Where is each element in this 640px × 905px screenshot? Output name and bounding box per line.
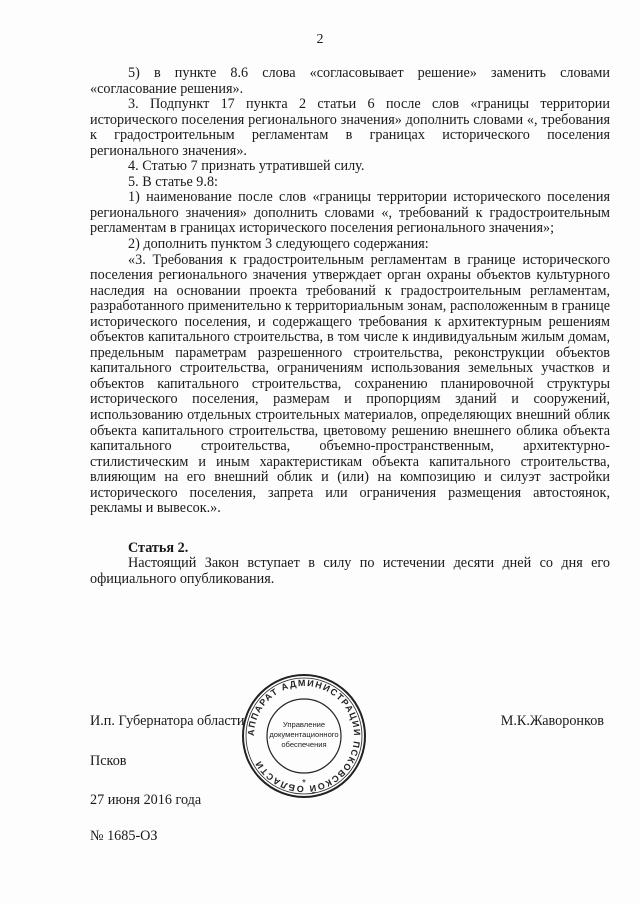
article-text: Настоящий Закон вступает в силу по истечении десяти дней со дня его официального опубликования.	[90, 555, 610, 587]
place: Псков	[90, 753, 127, 769]
date: 27 июня 2016 года	[90, 792, 202, 808]
page-number: 2	[316, 32, 324, 47]
seal-ring-text: АППАРАТ АДМИНИСТРАЦИИ ПСКОВСКОЙ ОБЛАСТИ	[245, 677, 363, 795]
seal-center-line: Управление	[282, 720, 326, 729]
article-heading: Статья 2.	[128, 539, 189, 556]
seal-center-line: обеспечения	[281, 740, 327, 749]
official-seal	[240, 672, 368, 800]
amendment-paragraph: 3. Подпункт 17 пункта 2 статьи 6 после слов «границы территории исторического поселения регионального значения» дополнить словами «, требования к градостроительным регламентам в границах исторического поселения регионального значения».	[90, 96, 610, 159]
seal-center-line: документационного	[269, 730, 339, 739]
amendment-paragraph: 5) в пункте 8.6 слова «согласовывает решение» заменить словами «согласование решения».	[90, 65, 610, 97]
signatory-position: И.п. Губернатора области	[90, 713, 245, 729]
amendment-paragraph: 5. В статье 9.8:	[128, 173, 218, 190]
amendment-paragraph: 4. Статью 7 признать утратившей силу.	[128, 158, 365, 175]
seal-star-mark: *	[302, 778, 306, 789]
signatory-name: М.К.Жаворонков	[500, 713, 604, 729]
amendment-paragraph: 2) дополнить пунктом 3 следующего содержания:	[128, 236, 429, 253]
amendment-paragraph: 1) наименование после слов «границы территории исторического поселения регионального значения» дополнить словами «, требований к градостроительным регламентам в границах исторического поселения регионального значения»;	[90, 189, 610, 237]
document-body	[90, 66, 610, 588]
amendment-paragraph: «3. Требования к градостроительным регламентам в границе исторического поселения регионального значения утверждает орган охраны объектов культурного наследия на основании проекта требований к градостроительным регламентам, разработанного применительно к территориальным зонам, расположенным в границе исторического поселения, и содержащего требования к архитектурным решениям объектов капитального строительства, в том числе к индивидуальным жилым домам, предельным параметрам разрешенного строительства, реконструкции объектов капитального строительства, ограничениям использования земельных участков и объектов капитального строительства, сохранению планировочной структуры исторического поселения, размерам и пропорциям зданий и сооружений, использованию отдельных строительных материалов, определяющих внешний облик объекта капитального строительства, цветовому решению внешнего облика объекта капитального строительства, объемно-пространственным, архитектурно-стилистическим и иным характеристикам объекта капитального строительства, влияющим на его внешний облик и (или) на композицию и силуэт застройки исторического поселения, запрета или ограничения размещения автостоянок, рекламы и вывесок.».	[90, 251, 610, 517]
document-number: № 1685-ОЗ	[90, 828, 158, 844]
